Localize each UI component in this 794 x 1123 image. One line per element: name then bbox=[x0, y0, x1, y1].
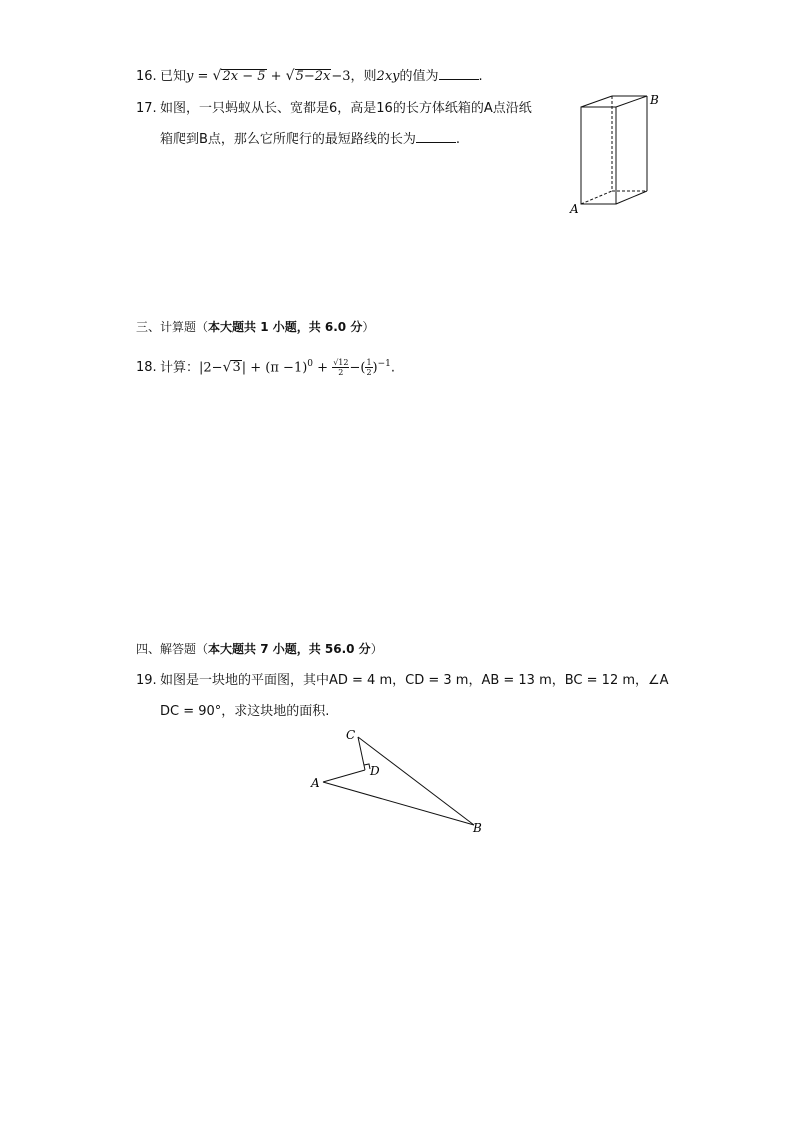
answer-blank[interactable] bbox=[439, 67, 479, 80]
section-info: 本大题共 1 小题，共 6.0 分 bbox=[208, 320, 363, 334]
question-text: −3，则 bbox=[331, 69, 377, 84]
question-number: 16. bbox=[136, 69, 157, 84]
math-variable: y bbox=[186, 69, 194, 84]
question-number: 17. bbox=[136, 101, 157, 116]
section-title: ） bbox=[370, 642, 383, 656]
label-d: D bbox=[370, 764, 380, 778]
section-title: ） bbox=[362, 320, 375, 334]
math-expression: 2xy bbox=[376, 69, 400, 84]
edge-ab bbox=[323, 782, 474, 825]
question-text: . bbox=[390, 360, 396, 376]
question-text: 箱爬到B点，那么它所爬行的最短路线的长为 bbox=[160, 132, 416, 147]
fraction-numerator: 1 bbox=[366, 358, 372, 368]
question-text: . bbox=[478, 69, 483, 84]
question-text: 计算： bbox=[160, 360, 200, 376]
math-operator: + bbox=[313, 360, 333, 376]
math-expression: |2− bbox=[199, 360, 223, 376]
radicand: 2x − 5 bbox=[222, 69, 266, 84]
label-b: B bbox=[650, 93, 659, 107]
cuboid-front-face bbox=[581, 107, 616, 204]
fraction bbox=[365, 358, 372, 377]
label-a: A bbox=[570, 202, 579, 216]
exponent: −1 bbox=[377, 359, 391, 369]
question-17-line2 bbox=[160, 130, 460, 150]
question-text: 如图是一块地的平面图，其中AD = 4 m，CD = 3 m，AB = 13 m，BC = 12 m，∠A bbox=[160, 673, 669, 688]
hidden-edges bbox=[581, 96, 647, 204]
cuboid-figure bbox=[565, 88, 665, 218]
section-header-solution bbox=[136, 640, 383, 658]
question-text: 如图，一只蚂蚁从长、宽都是6，高是16的长方体纸箱的A点沿纸 bbox=[160, 101, 532, 116]
label-c: C bbox=[346, 728, 356, 742]
math-expression: ) bbox=[372, 360, 378, 376]
land-plan-figure bbox=[305, 722, 495, 837]
sqrt-icon: √ bbox=[212, 68, 222, 84]
question-17 bbox=[136, 99, 532, 119]
exponent: 0 bbox=[307, 359, 314, 369]
edge-ad bbox=[323, 770, 365, 782]
section-title: 四、解答题（ bbox=[136, 642, 209, 656]
section-title: 三、计算题（ bbox=[136, 320, 209, 334]
fraction-numerator: √12 bbox=[333, 358, 349, 368]
section-info: 本大题共 7 小题，共 56.0 分 bbox=[208, 642, 371, 656]
question-text: 已知 bbox=[160, 69, 187, 84]
question-number: 18. bbox=[136, 360, 157, 376]
fraction-denominator: 2 bbox=[366, 368, 372, 378]
fraction bbox=[332, 358, 349, 377]
question-16 bbox=[136, 66, 483, 87]
section-header-calculation bbox=[136, 318, 374, 336]
question-text: . bbox=[455, 132, 461, 147]
sqrt-icon: √ bbox=[222, 359, 232, 376]
math-operator: + bbox=[266, 69, 286, 84]
question-18 bbox=[136, 354, 395, 378]
label-b: B bbox=[473, 821, 482, 835]
label-a: A bbox=[311, 776, 320, 790]
question-text: 的值为 bbox=[399, 69, 439, 84]
fraction-denominator: 2 bbox=[338, 368, 344, 378]
question-text: DC = 90°，求这块地的面积. bbox=[160, 704, 330, 719]
radicand: 5−2x bbox=[295, 69, 331, 84]
math-expression: −( bbox=[349, 360, 366, 376]
radicand: 3 bbox=[232, 360, 241, 376]
question-number: 19. bbox=[136, 673, 157, 688]
sqrt-icon: √ bbox=[285, 68, 295, 84]
edge-cb bbox=[358, 737, 474, 825]
math-expression: | + (π −1) bbox=[241, 360, 308, 376]
question-19-line2 bbox=[160, 702, 329, 722]
answer-blank[interactable] bbox=[416, 130, 456, 143]
math-operator: = bbox=[193, 69, 213, 84]
question-19 bbox=[136, 671, 669, 691]
